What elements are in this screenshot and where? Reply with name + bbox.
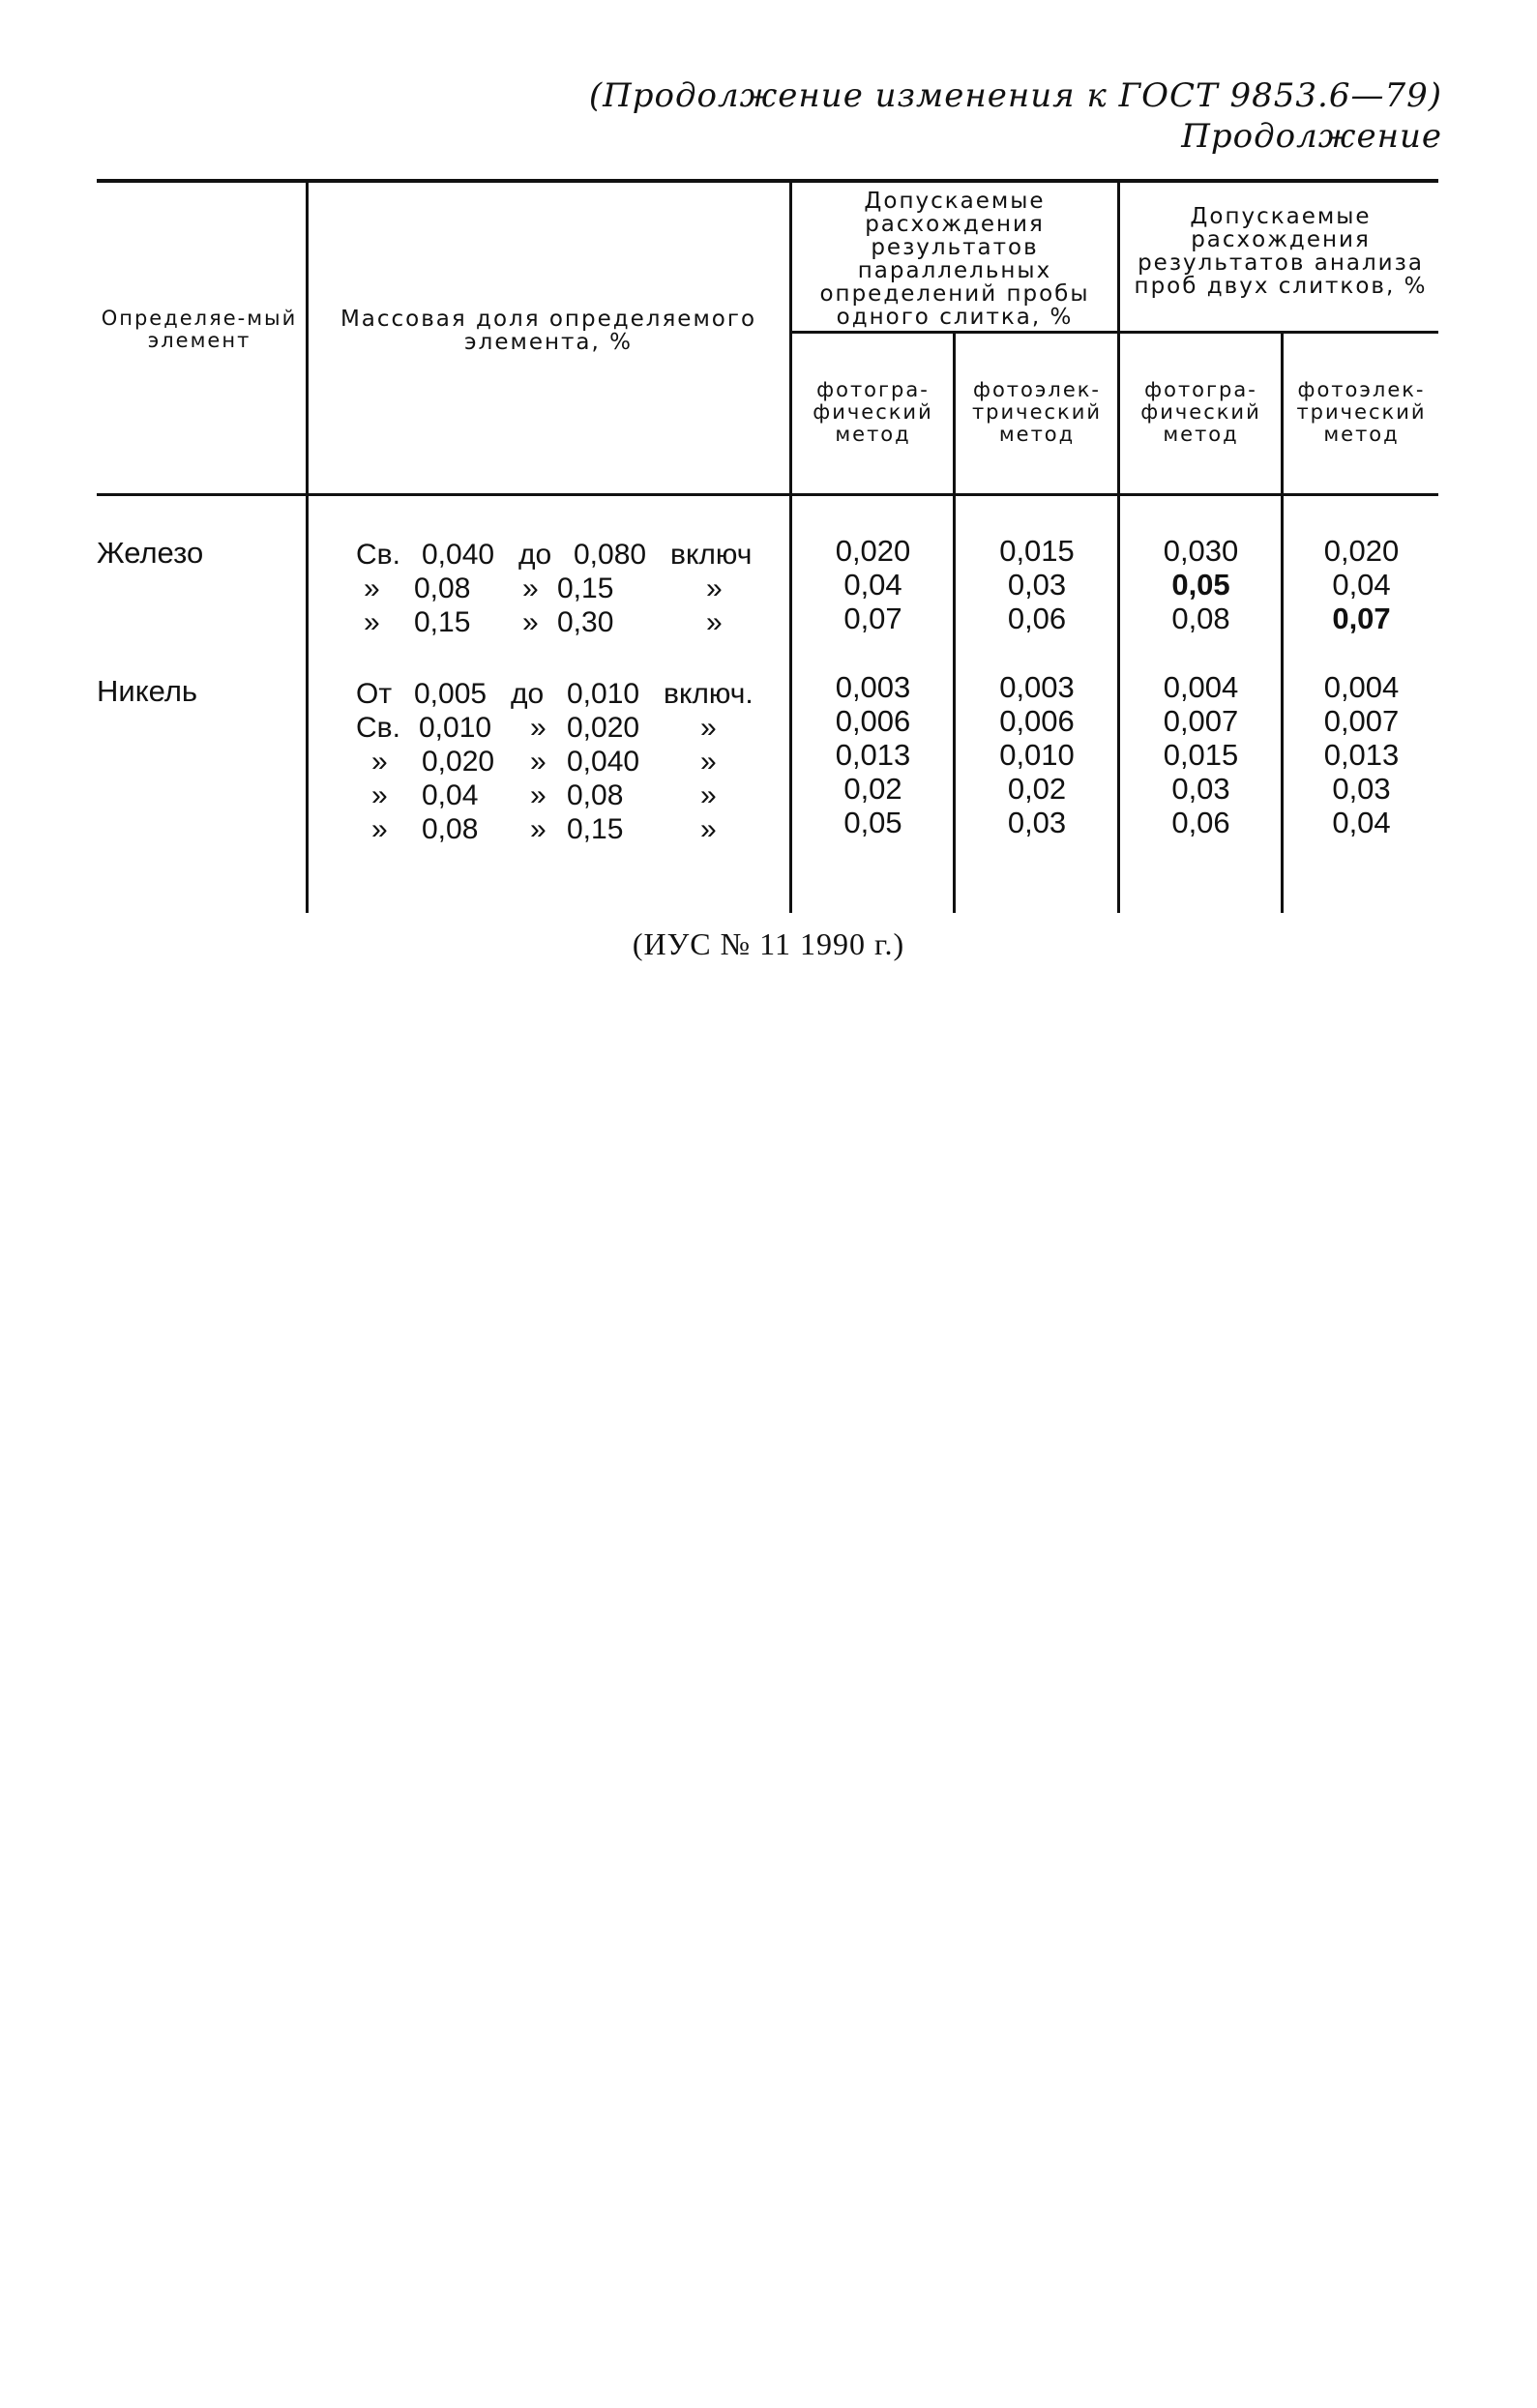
iron-col-photoel-two <box>1285 534 1438 635</box>
header-continuation-label: Продолжение <box>1181 117 1442 156</box>
range-prefix: » <box>364 606 380 638</box>
element-iron: Железо <box>97 536 204 570</box>
range-from: 0,020 <box>422 746 495 778</box>
header-element <box>97 308 302 352</box>
range-to-word: » <box>530 746 547 778</box>
value-cell: 0,08 <box>1171 602 1230 635</box>
col-divider-1 <box>306 183 309 913</box>
value-cell: 0,015 <box>1163 738 1239 772</box>
subheader-photoel-2 <box>1285 379 1438 446</box>
nickel-col-photoel-parallel <box>957 670 1117 839</box>
header-continuation-title: (Продолжение изменения к ГОСТ 9853.6—79) <box>588 76 1442 115</box>
range-prefix: » <box>371 779 388 811</box>
range-to: 0,080 <box>574 539 647 571</box>
range-to-word: » <box>530 813 547 845</box>
range-prefix: Св. <box>356 712 400 744</box>
range-to: 0,040 <box>567 746 640 778</box>
source-reference: (ИУС № 11 1990 г.) <box>632 926 905 961</box>
nickel-col-photo-parallel <box>793 670 953 839</box>
value-cell: 0,003 <box>999 670 1075 704</box>
nickel-col-photo-two <box>1121 670 1281 839</box>
range-suffix: включ <box>670 539 753 571</box>
range-to-word: до <box>518 539 552 571</box>
range-suffix: » <box>700 712 717 744</box>
range-to: 0,010 <box>567 678 640 710</box>
value-cell: 0,013 <box>1323 738 1400 772</box>
range-suffix: включ. <box>664 678 754 710</box>
value-cell: 0,05 <box>843 806 902 839</box>
range-to: 0,15 <box>567 813 624 845</box>
range-from: 0,005 <box>414 678 488 710</box>
value-cell: 0,02 <box>1007 772 1067 806</box>
mass-range-row <box>356 812 777 846</box>
col-divider-2 <box>789 183 792 913</box>
range-to: 0,020 <box>567 712 640 744</box>
value-cell: 0,007 <box>1323 704 1400 738</box>
range-suffix: » <box>700 746 717 778</box>
iron-col-photo-two <box>1121 534 1281 635</box>
table-top-rule <box>97 179 1438 183</box>
value-cell: 0,04 <box>1332 568 1391 602</box>
range-from: 0,04 <box>422 779 479 811</box>
subheader-photoel-1-text: фотоэлек-трический метод <box>971 378 1103 446</box>
value-cell: 0,010 <box>999 738 1075 772</box>
mass-ranges-iron <box>356 538 777 639</box>
group-sub-rule <box>791 331 1438 334</box>
value-cell: 0,03 <box>1007 806 1067 839</box>
range-suffix: » <box>706 573 723 604</box>
range-to-word: до <box>511 678 545 710</box>
range-suffix: » <box>700 779 717 811</box>
range-to-word: » <box>530 712 547 744</box>
range-suffix: » <box>700 813 717 845</box>
iron-col-photo-parallel <box>793 534 953 635</box>
header-element-text: Определяе-мый элемент <box>101 307 298 352</box>
value-cell: 0,05 <box>1171 568 1230 602</box>
mass-range-row <box>356 677 777 711</box>
value-cell: 0,07 <box>843 602 902 635</box>
value-cell: 0,04 <box>843 568 902 602</box>
value-cell: 0,006 <box>999 704 1075 738</box>
mass-range-row <box>356 605 777 639</box>
range-from: 0,010 <box>419 712 492 744</box>
range-to-word: » <box>522 606 539 638</box>
value-cell: 0,020 <box>1323 534 1400 568</box>
header-group2-text: Допускаемые расхождения результатов анализа проб двух слитков, % <box>1134 204 1428 299</box>
col-divider-3 <box>953 333 956 913</box>
value-cell: 0,006 <box>835 704 911 738</box>
range-prefix: От <box>356 678 393 710</box>
iron-col-photoel-parallel <box>957 534 1117 635</box>
mass-range-row <box>356 745 777 778</box>
col-divider-5 <box>1281 333 1284 913</box>
mass-range-row <box>356 538 777 572</box>
header-group1-text: Допускаемые расхождения результатов параллельных определений пробы одного слитка, % <box>819 189 1090 330</box>
range-to-word: » <box>522 573 539 604</box>
value-cell: 0,030 <box>1163 534 1239 568</box>
header-group2 <box>1123 205 1438 298</box>
value-cell: 0,04 <box>1332 806 1391 839</box>
range-from: 0,08 <box>422 813 479 845</box>
subheader-photoel-1 <box>957 379 1117 446</box>
subheader-photo-1 <box>793 379 953 446</box>
subheader-photo-2 <box>1121 379 1281 446</box>
range-to: 0,08 <box>567 779 624 811</box>
element-nickel: Никель <box>97 674 198 708</box>
value-cell: 0,015 <box>999 534 1075 568</box>
value-cell: 0,020 <box>835 534 911 568</box>
range-prefix: Св. <box>356 539 400 571</box>
value-cell: 0,06 <box>1007 602 1067 635</box>
mass-range-row <box>356 572 777 605</box>
range-from: 0,08 <box>414 573 471 604</box>
value-cell: 0,004 <box>1323 670 1400 704</box>
subheader-photoel-2-text: фотоэлек-трический метод <box>1296 378 1427 446</box>
range-from: 0,15 <box>414 606 471 638</box>
range-from: 0,040 <box>422 539 495 571</box>
range-prefix: » <box>364 573 380 604</box>
subheader-photo-1-text: фотогра-фический метод <box>813 378 933 446</box>
header-group1 <box>795 190 1114 329</box>
col-divider-4 <box>1117 183 1120 913</box>
value-cell: 0,004 <box>1163 670 1239 704</box>
mass-range-row <box>356 711 777 745</box>
range-prefix: » <box>371 813 388 845</box>
value-cell: 0,02 <box>843 772 902 806</box>
range-to-word: » <box>530 779 547 811</box>
subheader-photo-2-text: фотогра-фический метод <box>1140 378 1261 446</box>
nickel-col-photoel-two <box>1285 670 1438 839</box>
value-cell: 0,013 <box>835 738 911 772</box>
range-prefix: » <box>371 746 388 778</box>
value-cell: 0,003 <box>835 670 911 704</box>
value-cell: 0,06 <box>1171 806 1230 839</box>
header-mass-text: Массовая доля определяемого элемента, % <box>340 307 757 355</box>
mass-range-row <box>356 778 777 812</box>
range-to: 0,15 <box>557 573 614 604</box>
header-mass <box>311 308 785 354</box>
range-suffix: » <box>706 606 723 638</box>
value-cell: 0,03 <box>1332 772 1391 806</box>
value-cell: 0,03 <box>1171 772 1230 806</box>
range-to: 0,30 <box>557 606 614 638</box>
value-cell: 0,03 <box>1007 568 1067 602</box>
value-cell: 0,07 <box>1332 602 1391 635</box>
value-cell: 0,007 <box>1163 704 1239 738</box>
header-bottom-rule <box>97 493 1438 496</box>
mass-ranges-nickel <box>356 677 777 846</box>
page-header <box>589 75 1442 157</box>
